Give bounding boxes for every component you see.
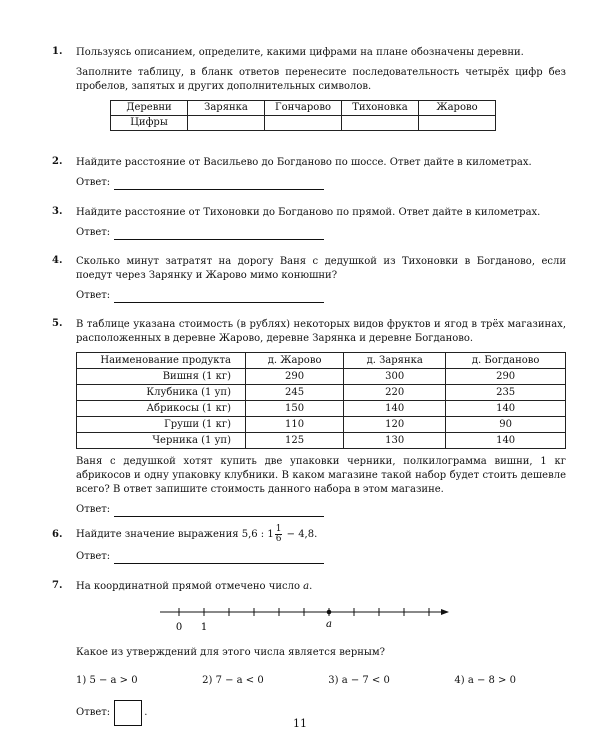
answer-row <box>76 289 566 303</box>
answer-cell[interactable] <box>188 116 265 131</box>
product-cell: Абрикосы (1 кг) <box>77 401 246 417</box>
table-row <box>111 116 496 131</box>
table-cell: Деревни <box>111 101 188 116</box>
answer-field[interactable] <box>114 505 324 517</box>
answer-label: Ответ: <box>76 504 111 515</box>
table-row <box>77 417 566 433</box>
answer-field[interactable] <box>114 228 324 240</box>
task-text-end: . <box>309 581 313 592</box>
task-body <box>76 255 566 303</box>
table-row <box>77 433 566 449</box>
task-text: Пользуясь описанием, определите, какими цифрами на плане обозначены деревни. <box>76 47 524 58</box>
task-text: Найдите расстояние от Тихоновки до Богданово по прямой. Ответ дайте в километрах. <box>76 207 541 218</box>
task-text: Сколько минут затратят на дорогу Ваня с дедушкой из Тихоновки в Богданово, если поедут через Зарянку и Жарово мимо конюшни? <box>76 256 566 281</box>
price-cell: 300 <box>344 369 446 385</box>
answer-field[interactable] <box>114 291 324 303</box>
table-cell: Зарянка <box>188 101 265 116</box>
task-text <box>76 580 566 594</box>
table-row <box>77 385 566 401</box>
price-cell: 110 <box>246 417 344 433</box>
table-row <box>111 101 496 116</box>
task-body <box>76 206 566 240</box>
expression-text <box>76 525 566 544</box>
product-cell: Черника (1 уп) <box>77 433 246 449</box>
mixed-fraction <box>275 525 283 544</box>
option-1[interactable]: 1) 5 − a > 0 <box>76 675 138 686</box>
task-text: В таблице указана стоимость (в рублях) некоторых видов фруктов и ягод в трёх магазинах, расположенных в деревне Жарово, деревне Зарянка и деревне Богданово. <box>76 319 566 344</box>
task-body <box>76 46 566 131</box>
answer-row <box>76 503 566 517</box>
answer-field[interactable] <box>114 178 324 190</box>
answer-label: Ответ: <box>76 177 111 188</box>
point-a-marker <box>327 610 332 615</box>
table-cell: Тихоновка <box>342 101 419 116</box>
price-cell: 220 <box>344 385 446 401</box>
option-3[interactable]: 3) a − 7 < 0 <box>328 675 390 686</box>
table-row <box>77 369 566 385</box>
answer-cell[interactable] <box>342 116 419 131</box>
task-text-start: На координатной прямой отмечено число <box>76 581 304 592</box>
tick-label-0: 0 <box>175 622 183 633</box>
answer-options <box>76 674 516 688</box>
task-text: Заполните таблицу, в бланк ответов перенесите последовательность четырёх цифр без пробелов, запятых и других дополнительных символов. <box>76 67 566 92</box>
column-header: д. Богданово <box>446 353 566 369</box>
task-text: Найдите расстояние от Васильево до Богданово по шоссе. Ответ дайте в километрах. <box>76 157 532 168</box>
point-a-label: a <box>326 619 332 630</box>
task-number: 1. <box>52 46 63 57</box>
expression-end: − 4,8. <box>283 529 318 540</box>
table-cell: Жарово <box>419 101 496 116</box>
column-header: Наименование продукта <box>77 353 246 369</box>
price-cell: 120 <box>344 417 446 433</box>
product-cell: Груши (1 кг) <box>77 417 246 433</box>
answer-suffix: . <box>144 707 148 718</box>
expression-start: Найдите значение выражения 5,6 : 1 <box>76 529 274 540</box>
product-cell: Клубника (1 уп) <box>77 385 246 401</box>
task-body <box>76 318 566 517</box>
task-body <box>76 580 566 726</box>
answer-row <box>76 550 566 564</box>
answer-label: Ответ: <box>76 290 111 301</box>
question-text: Какое из утверждений для этого числа является верным? <box>76 647 385 658</box>
task-number: 2. <box>52 156 63 167</box>
price-cell: 235 <box>446 385 566 401</box>
answer-row <box>76 226 566 240</box>
price-cell: 140 <box>344 401 446 417</box>
tick-label-1: 1 <box>200 622 208 633</box>
price-cell: 290 <box>246 369 344 385</box>
task-number: 4. <box>52 255 63 266</box>
task-number: 7. <box>52 580 63 591</box>
table-cell: Гончарово <box>265 101 342 116</box>
task-number: 6. <box>52 529 63 540</box>
option-4[interactable]: 4) a − 8 > 0 <box>454 675 516 686</box>
price-cell: 90 <box>446 417 566 433</box>
price-cell: 130 <box>344 433 446 449</box>
column-header: д. Жарово <box>246 353 344 369</box>
variable-a: a <box>303 581 310 592</box>
table-header-row <box>77 353 566 369</box>
option-2[interactable]: 2) 7 − a < 0 <box>202 675 264 686</box>
prices-table <box>76 352 566 449</box>
column-header: д. Зарянка <box>344 353 446 369</box>
answer-label: Ответ: <box>76 551 111 562</box>
village-digits-table <box>110 100 496 131</box>
answer-label: Ответ: <box>76 227 111 238</box>
price-cell: 290 <box>446 369 566 385</box>
price-cell: 140 <box>446 433 566 449</box>
answer-field[interactable] <box>114 552 324 564</box>
table-cell: Цифры <box>111 116 188 131</box>
price-cell: 140 <box>446 401 566 417</box>
price-cell: 150 <box>246 401 344 417</box>
answer-cell[interactable] <box>265 116 342 131</box>
task-number: 3. <box>52 206 63 217</box>
fraction-denominator: 6 <box>275 534 282 544</box>
price-cell: 245 <box>246 385 344 401</box>
page-number: 11 <box>293 717 307 730</box>
fraction-numerator: 1 <box>275 524 282 534</box>
task-body <box>76 156 566 190</box>
price-cell: 125 <box>246 433 344 449</box>
task-number: 5. <box>52 318 63 329</box>
task-text: Ваня с дедушкой хотят купить две упаковки черники, полкилограмма вишни, 1 кг абрикосов и одну упаковку клубники. В каком магазине такой набор будет стоить дешевле всего? В ответ запишите стоимость данного набора в этом магазине. <box>76 456 566 495</box>
table-row <box>77 401 566 417</box>
number-line <box>76 600 566 634</box>
answer-row <box>76 176 566 190</box>
task-body <box>76 525 566 564</box>
answer-label: Ответ: <box>76 707 111 718</box>
product-cell: Вишня (1 кг) <box>77 369 246 385</box>
answer-cell[interactable] <box>419 116 496 131</box>
